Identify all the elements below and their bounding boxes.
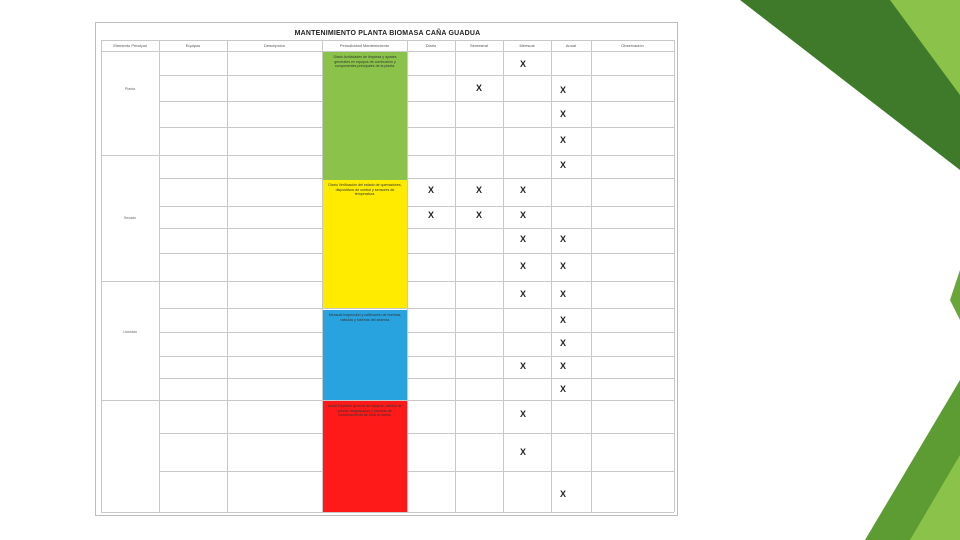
grid-line (503, 40, 504, 512)
row-line (159, 75, 674, 76)
header-diario: Diario (425, 43, 437, 48)
grid-line (101, 40, 102, 512)
check-mark: X (559, 489, 566, 499)
check-mark: X (519, 59, 526, 69)
row-line (159, 356, 674, 357)
grid-line (591, 40, 592, 512)
check-mark: X (559, 160, 566, 170)
check-mark: X (519, 234, 526, 244)
check-mark: X (427, 185, 434, 195)
row-line (159, 332, 674, 333)
row-line (159, 433, 674, 434)
header-semestral: Semestral (469, 43, 488, 48)
check-mark: X (519, 409, 526, 419)
check-mark: X (559, 234, 566, 244)
grid-line (159, 40, 160, 512)
grid-line (227, 40, 228, 512)
check-mark: X (519, 361, 526, 371)
check-mark: X (559, 338, 566, 348)
check-mark: X (475, 210, 482, 220)
green-schedule-block: Diario Actividades de limpieza y ajustes generales en equipos de combustión y componentes principales de la planta. (323, 52, 407, 180)
check-mark: X (559, 85, 566, 95)
header-mensual: Mensual (519, 43, 535, 48)
check-mark: X (519, 289, 526, 299)
table-top-border (101, 40, 674, 41)
group-label-secado: Secado (123, 216, 137, 220)
check-mark: X (475, 83, 482, 93)
grid-line (407, 40, 408, 512)
check-mark: X (559, 315, 566, 325)
row-line (159, 101, 674, 102)
grid-line (551, 40, 552, 512)
row-line (159, 253, 674, 254)
header-descripcion: Descripción (264, 43, 285, 48)
red-schedule-block: Anual Revisión general de equipos, cambio de piezas desgastadas y pruebas de funcionamiento de toda la planta. (323, 401, 407, 512)
yellow-schedule-block: Diario Verificación del estado de quemadores, dispositivos de control y sensores de temperatura. (323, 180, 407, 308)
check-mark: X (519, 261, 526, 271)
row-line (159, 127, 674, 128)
grid-line (455, 40, 456, 512)
row-line (159, 308, 674, 309)
table-bottom-border (101, 512, 674, 513)
check-mark: X (519, 210, 526, 220)
group-label-planta: Planta (124, 87, 136, 91)
row-line (159, 178, 674, 179)
blue-schedule-block: Mensual Inspección y calibración de bombas, válvulas y tuberías del sistema. (323, 310, 407, 400)
check-mark: X (559, 135, 566, 145)
row-line (159, 228, 674, 229)
check-mark: X (475, 185, 482, 195)
header-observacion: Observación (621, 43, 644, 48)
check-mark: X (559, 384, 566, 394)
group-label-lixiviado: Lixiviado (123, 330, 137, 334)
table-slide (95, 22, 678, 516)
document-title: MANTENIMIENTO PLANTA BIOMASA CAÑA GUADUA (294, 30, 481, 37)
mid-green-shape (950, 270, 960, 320)
row-line (159, 471, 674, 472)
grid-line (674, 40, 675, 512)
header-equipos: Equipos (185, 43, 201, 48)
header-periodicidad: Periodicidad Mantenimiento (339, 43, 390, 48)
check-mark: X (519, 447, 526, 457)
check-mark: X (559, 289, 566, 299)
right-decoration (700, 0, 960, 540)
check-mark: X (427, 210, 434, 220)
row-line (159, 206, 674, 207)
header-anual: Anual (565, 43, 577, 48)
header-elemento: Elemento Principal (113, 43, 147, 48)
check-mark: X (559, 361, 566, 371)
row-line (159, 378, 674, 379)
check-mark: X (559, 109, 566, 119)
check-mark: X (519, 185, 526, 195)
check-mark: X (559, 261, 566, 271)
